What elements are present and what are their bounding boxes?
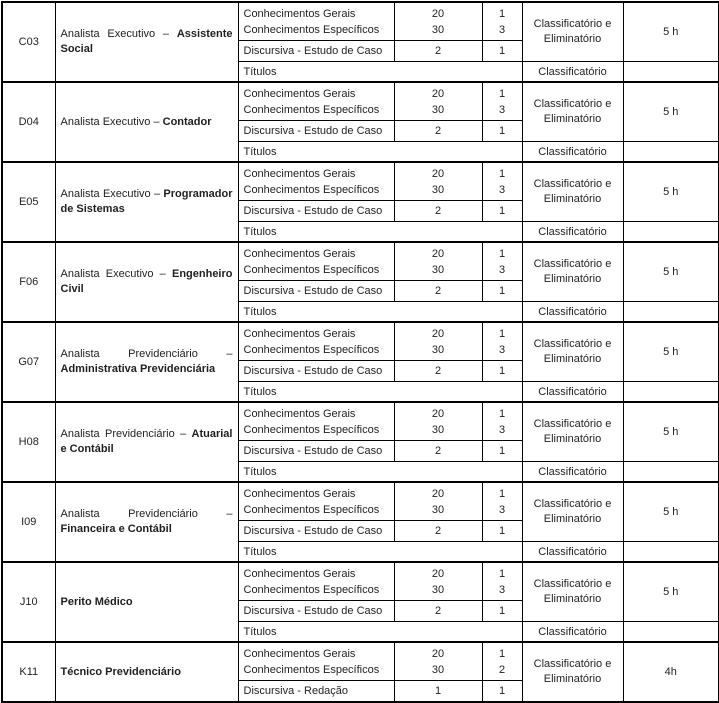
general-weight-value: 1 — [498, 647, 506, 660]
specific-knowledge-label: Conhecimentos Específicos — [243, 103, 380, 116]
discursive-test-cell: Discursiva - Estudo de Caso — [238, 521, 394, 542]
general-questions-value: 20 — [431, 247, 445, 260]
specific-questions-value: 30 — [431, 423, 445, 436]
objective-questions-cell — [394, 2, 482, 41]
titulos-character-cell: Classificatório — [522, 382, 623, 403]
general-weight-value: 1 — [498, 487, 506, 500]
specific-questions-value: 30 — [431, 343, 445, 356]
duration-cell: 4h — [623, 642, 719, 702]
discursive-questions-cell: 2 — [394, 121, 482, 142]
discursive-questions-cell: 2 — [394, 441, 482, 462]
specific-weight-value: 3 — [498, 423, 506, 436]
discursive-questions-cell: 2 — [394, 521, 482, 542]
code-cell: K11 — [2, 642, 55, 702]
code-cell: H08 — [2, 402, 55, 482]
position-specialty: Engenheiro Civil — [60, 268, 233, 295]
general-questions-value: 20 — [431, 87, 445, 100]
position-cell — [55, 562, 238, 642]
position-prefix: Analista Executivo – — [60, 188, 164, 200]
discursive-test-cell: Discursiva - Estudo de Caso — [238, 201, 394, 222]
discursive-questions-cell: 2 — [394, 281, 482, 302]
code-cell: F06 — [2, 242, 55, 322]
specific-knowledge-label: Conhecimentos Específicos — [243, 583, 380, 596]
specific-knowledge-label: Conhecimentos Específicos — [243, 423, 380, 436]
discursive-test-cell: Discursiva - Estudo de Caso — [238, 121, 394, 142]
specific-questions-value: 30 — [431, 663, 445, 676]
position-prefix: Analista Previdenciário – — [60, 508, 233, 520]
titulos-cell: Títulos — [238, 542, 522, 563]
discursive-weight-cell: 1 — [482, 601, 522, 622]
discursive-test-cell: Discursiva - Estudo de Caso — [238, 601, 394, 622]
position-specialty: Atuarial e Contábil — [60, 428, 233, 455]
table-row-objective-tests — [2, 322, 719, 361]
titulos-duration-empty-cell — [623, 462, 719, 483]
table-row-objective-tests — [2, 2, 719, 41]
specific-questions-value: 30 — [431, 103, 445, 116]
general-knowledge-label: Conhecimentos Gerais — [243, 487, 356, 500]
code-cell: I09 — [2, 482, 55, 562]
character-cell: Classificatório e Eliminatório — [522, 162, 623, 222]
titulos-cell: Títulos — [238, 142, 522, 163]
table-body — [2, 2, 719, 702]
titulos-character-cell: Classificatório — [522, 142, 623, 163]
titulos-cell: Títulos — [238, 622, 522, 643]
general-questions-value: 20 — [431, 7, 445, 20]
general-weight-value: 1 — [498, 327, 506, 340]
discursive-test-cell: Discursiva - Estudo de Caso — [238, 361, 394, 382]
objective-tests-cell — [238, 82, 394, 121]
general-weight-value: 1 — [498, 567, 506, 580]
objective-questions-cell — [394, 562, 482, 601]
table-row-objective-tests — [2, 642, 719, 681]
general-questions-value: 20 — [431, 407, 445, 420]
objective-questions-cell — [394, 242, 482, 281]
titulos-character-cell: Classificatório — [522, 62, 623, 83]
discursive-weight-cell: 1 — [482, 281, 522, 302]
code-cell: E05 — [2, 162, 55, 242]
position-cell — [55, 482, 238, 562]
position-specialty: Técnico Previdenciário — [60, 665, 181, 678]
objective-tests-cell — [238, 402, 394, 441]
objective-tests-cell — [238, 242, 394, 281]
objective-questions-cell — [394, 642, 482, 681]
general-weight-value: 1 — [498, 167, 506, 180]
specific-weight-value: 3 — [498, 103, 506, 116]
titulos-duration-empty-cell — [623, 142, 719, 163]
position-specialty: Administrativa Previdenciária — [60, 363, 216, 375]
objective-weights-cell — [482, 482, 522, 521]
position-cell — [55, 322, 238, 402]
objective-weights-cell — [482, 642, 522, 681]
objective-weights-cell — [482, 82, 522, 121]
specific-questions-value: 30 — [431, 23, 445, 36]
table-row-objective-tests — [2, 402, 719, 441]
position-prefix: Analista Previdenciário – — [60, 348, 233, 360]
character-cell: Classificatório e Eliminatório — [522, 322, 623, 382]
character-cell: Classificatório e Eliminatório — [522, 482, 623, 542]
position-cell — [55, 2, 238, 82]
titulos-cell: Títulos — [238, 302, 522, 323]
specific-weight-value: 3 — [498, 23, 506, 36]
code-cell: J10 — [2, 562, 55, 642]
specific-questions-value: 30 — [431, 503, 445, 516]
specific-weight-value: 3 — [498, 583, 506, 596]
discursive-weight-cell: 1 — [482, 441, 522, 462]
objective-questions-cell — [394, 402, 482, 441]
position-prefix: Analista Executivo – — [60, 115, 163, 128]
general-weight-value: 1 — [498, 7, 506, 20]
objective-tests-cell — [238, 322, 394, 361]
duration-cell: 5 h — [623, 482, 719, 542]
position-cell — [55, 162, 238, 242]
specific-weight-value: 2 — [498, 663, 506, 676]
discursive-questions-cell: 2 — [394, 41, 482, 62]
titulos-character-cell: Classificatório — [522, 542, 623, 563]
general-knowledge-label: Conhecimentos Gerais — [243, 327, 356, 340]
specific-knowledge-label: Conhecimentos Específicos — [243, 263, 380, 276]
general-knowledge-label: Conhecimentos Gerais — [243, 87, 356, 100]
position-cell — [55, 82, 238, 162]
specific-weight-value: 3 — [498, 503, 506, 516]
character-cell: Classificatório e Eliminatório — [522, 402, 623, 462]
discursive-weight-cell: 1 — [482, 361, 522, 382]
duration-cell: 5 h — [623, 162, 719, 222]
titulos-cell: Títulos — [238, 382, 522, 403]
duration-cell: 5 h — [623, 242, 719, 302]
general-questions-value: 20 — [431, 167, 445, 180]
objective-weights-cell — [482, 322, 522, 361]
general-knowledge-label: Conhecimentos Gerais — [243, 567, 356, 580]
position-prefix: Analista Executivo – — [60, 28, 177, 40]
specific-knowledge-label: Conhecimentos Específicos — [243, 663, 380, 676]
discursive-weight-cell: 1 — [482, 681, 522, 703]
specific-weight-value: 3 — [498, 183, 506, 196]
position-cell — [55, 242, 238, 322]
position-specialty: Contador — [162, 115, 212, 128]
objective-tests-cell — [238, 562, 394, 601]
general-weight-value: 1 — [498, 407, 506, 420]
titulos-cell: Títulos — [238, 62, 522, 83]
general-knowledge-label: Conhecimentos Gerais — [243, 647, 356, 660]
duration-cell: 5 h — [623, 402, 719, 462]
titulos-duration-empty-cell — [623, 62, 719, 83]
specific-questions-value: 30 — [431, 183, 445, 196]
discursive-questions-cell: 2 — [394, 361, 482, 382]
general-knowledge-label: Conhecimentos Gerais — [243, 247, 356, 260]
character-cell: Classificatório e Eliminatório — [522, 642, 623, 702]
code-cell: D04 — [2, 82, 55, 162]
objective-questions-cell — [394, 322, 482, 361]
general-weight-value: 1 — [498, 247, 506, 260]
general-knowledge-label: Conhecimentos Gerais — [243, 7, 356, 20]
objective-weights-cell — [482, 562, 522, 601]
general-questions-value: 20 — [431, 487, 445, 500]
duration-cell: 5 h — [623, 562, 719, 622]
character-cell: Classificatório e Eliminatório — [522, 2, 623, 62]
discursive-test-cell: Discursiva - Estudo de Caso — [238, 441, 394, 462]
specific-knowledge-label: Conhecimentos Específicos — [243, 183, 380, 196]
objective-questions-cell — [394, 482, 482, 521]
titulos-duration-empty-cell — [623, 622, 719, 643]
general-questions-value: 20 — [431, 567, 445, 580]
table-row-objective-tests — [2, 562, 719, 601]
specific-questions-value: 30 — [431, 583, 445, 596]
duration-cell: 5 h — [623, 322, 719, 382]
position-specialty: Financeira e Contábil — [60, 523, 172, 535]
position-specialty: Perito Médico — [60, 595, 133, 608]
discursive-weight-cell: 1 — [482, 201, 522, 222]
character-cell: Classificatório e Eliminatório — [522, 562, 623, 622]
code-cell: C03 — [2, 2, 55, 82]
general-questions-value: 20 — [431, 327, 445, 340]
objective-tests-cell — [238, 482, 394, 521]
objective-tests-cell — [238, 162, 394, 201]
exam-schedule-table — [1, 1, 719, 703]
discursive-test-cell: Discursiva - Redação — [238, 681, 394, 703]
character-cell: Classificatório e Eliminatório — [522, 82, 623, 142]
position-specialty: Assistente Social — [60, 28, 233, 55]
objective-weights-cell — [482, 2, 522, 41]
position-prefix: Analista Previdenciário – — [60, 428, 192, 440]
discursive-questions-cell: 2 — [394, 601, 482, 622]
titulos-duration-empty-cell — [623, 542, 719, 563]
titulos-duration-empty-cell — [623, 302, 719, 323]
objective-tests-cell — [238, 642, 394, 681]
objective-weights-cell — [482, 162, 522, 201]
duration-cell: 5 h — [623, 82, 719, 142]
discursive-weight-cell: 1 — [482, 521, 522, 542]
titulos-character-cell: Classificatório — [522, 622, 623, 643]
discursive-questions-cell: 2 — [394, 201, 482, 222]
table-row-objective-tests — [2, 242, 719, 281]
table-row-objective-tests — [2, 482, 719, 521]
character-cell: Classificatório e Eliminatório — [522, 242, 623, 302]
code-cell: G07 — [2, 322, 55, 402]
specific-questions-value: 30 — [431, 263, 445, 276]
table-row-objective-tests — [2, 162, 719, 201]
objective-questions-cell — [394, 162, 482, 201]
discursive-weight-cell: 1 — [482, 121, 522, 142]
discursive-test-cell: Discursiva - Estudo de Caso — [238, 41, 394, 62]
general-knowledge-label: Conhecimentos Gerais — [243, 407, 356, 420]
objective-questions-cell — [394, 82, 482, 121]
specific-weight-value: 3 — [498, 343, 506, 356]
general-questions-value: 20 — [431, 647, 445, 660]
titulos-duration-empty-cell — [623, 382, 719, 403]
specific-knowledge-label: Conhecimentos Específicos — [243, 23, 380, 36]
discursive-weight-cell: 1 — [482, 41, 522, 62]
position-prefix: Analista Executivo – — [60, 268, 172, 280]
duration-cell: 5 h — [623, 2, 719, 62]
titulos-character-cell: Classificatório — [522, 462, 623, 483]
position-cell — [55, 642, 238, 702]
objective-tests-cell — [238, 2, 394, 41]
titulos-cell: Títulos — [238, 222, 522, 243]
position-cell — [55, 402, 238, 482]
table-row-objective-tests — [2, 82, 719, 121]
titulos-duration-empty-cell — [623, 222, 719, 243]
titulos-character-cell: Classificatório — [522, 302, 623, 323]
specific-knowledge-label: Conhecimentos Específicos — [243, 503, 380, 516]
discursive-questions-cell: 1 — [394, 681, 482, 703]
specific-knowledge-label: Conhecimentos Específicos — [243, 343, 380, 356]
general-weight-value: 1 — [498, 87, 506, 100]
objective-weights-cell — [482, 402, 522, 441]
discursive-test-cell: Discursiva - Estudo de Caso — [238, 281, 394, 302]
general-knowledge-label: Conhecimentos Gerais — [243, 167, 356, 180]
titulos-character-cell: Classificatório — [522, 222, 623, 243]
specific-weight-value: 3 — [498, 263, 506, 276]
objective-weights-cell — [482, 242, 522, 281]
titulos-cell: Títulos — [238, 462, 522, 483]
position-specialty: Programador de Sistemas — [60, 188, 233, 215]
